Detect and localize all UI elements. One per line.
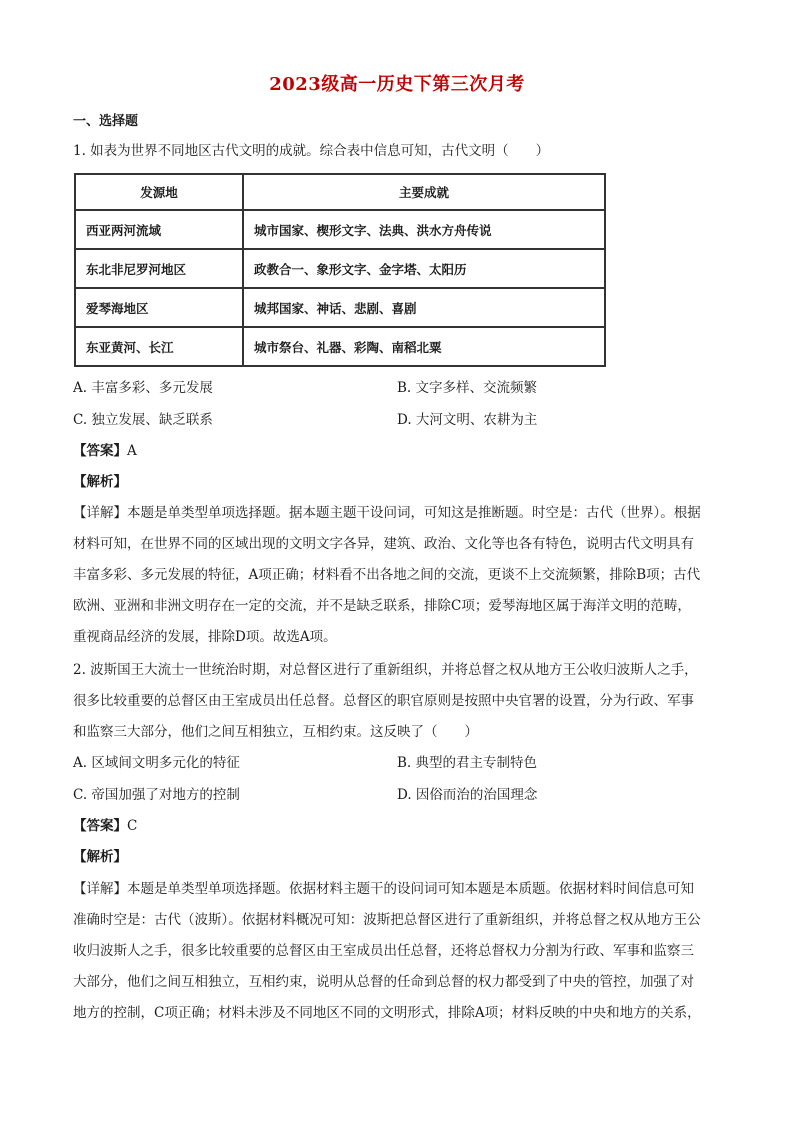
stem-line: 很多比较重要的总督区由王室成员出任总督。总督区的职官原则是按照中央官署的设置，分为行政、军事 — [73, 693, 694, 709]
table-header-achievements: 主要成就 — [243, 174, 605, 210]
table-header-origin: 发源地 — [75, 174, 243, 210]
detail-line: 收归波斯人之手，很多比较重要的总督区由王室成员出任总督，还将总督权力分割为行政、军事和监察三 — [73, 943, 694, 959]
q2-analysis-tag: 【解析】 — [73, 849, 127, 865]
stem-line: 2. 波斯国王大流士一世统治时期，对总督区进行了重新组织，并将总督之权从地方王公收归波斯人之手， — [73, 662, 698, 678]
table-header-row — [75, 174, 605, 210]
q1-option-b: B. 文字多样、交流频繁 — [397, 380, 538, 396]
table-row — [75, 327, 605, 366]
q2-option-d: D. 因俗而治的治国理念 — [397, 787, 538, 803]
q2-stem — [73, 655, 733, 748]
detail-line: 欧洲、亚洲和非洲文明存在一定的交流，并不是缺乏联系，排除C项；爱琴海地区属于海洋文明的范畴， — [73, 598, 691, 614]
q2-detail — [73, 874, 733, 1029]
achievements-table — [74, 173, 606, 367]
answer-tag: 【答案】 — [73, 818, 127, 834]
detail-line: 【详解】本题是单类型单项选择题。据本题主题干设问词，可知这是推断题。时空是：古代（世界）。根据 — [73, 505, 701, 521]
q2-option-c: C. 帝国加强了对地方的控制 — [73, 787, 240, 803]
q1-analysis-tag: 【解析】 — [73, 474, 127, 490]
detail-line: 地方的控制，C项正确；材料未涉及不同地区不同的文明形式，排除A项；材料反映的中央和地方的关系， — [73, 1005, 701, 1021]
q1-stem: 1. 如表为世界不同地区古代文明的成就。综合表中信息可知，古代文明（ ） — [73, 143, 550, 159]
q2-option-a: A. 区域间文明多元化的特征 — [73, 755, 240, 771]
table-row — [75, 210, 605, 249]
detail-line: 材料可知，在世界不同的区域出现的文明文字各异，建筑、政治、文化等也各有特色，说明古代文明具有 — [73, 536, 694, 552]
q1-detail — [73, 498, 733, 653]
q1-option-a: A. 丰富多彩、多元发展 — [73, 380, 213, 396]
q2-answer — [73, 816, 733, 836]
table-cell-origin: 西亚两河流域 — [75, 210, 243, 249]
stem-line: 和监察三大部分，他们之间互相独立，互相约束。这反映了（ ） — [73, 724, 478, 740]
table-row — [75, 249, 605, 288]
detail-line: 丰富多彩、多元发展的特征，A项正确；材料看不出各地之间的交流，更谈不上交流频繁，排除B项；古代 — [73, 567, 701, 583]
detail-line: 准确时空是：古代（波斯）。依据材料概况可知：波斯把总督区进行了重新组织，并将总督之权从地方王公 — [73, 912, 701, 928]
q1-option-d: D. 大河文明、农耕为主 — [397, 412, 538, 428]
table-cell-achievements: 城市祭台、礼器、彩陶、南稻北粟 — [243, 327, 605, 366]
section-heading: 一、选择题 — [73, 114, 139, 129]
answer-tag: 【答案】 — [73, 443, 127, 459]
q1-answer — [73, 441, 733, 461]
detail-line: 大部分，他们之间互相独立，互相约束，说明从总督的任命到总督的权力都受到了中央的管控，加强了对 — [73, 974, 694, 990]
table-cell-origin: 东北非尼罗河地区 — [75, 249, 243, 288]
table-row — [75, 288, 605, 327]
answer-value: A — [127, 443, 137, 459]
detail-line: 重视商品经济的发展，排除D项。故选A项。 — [73, 629, 337, 645]
table-cell-origin: 东亚黄河、长江 — [75, 327, 243, 366]
detail-line: 【详解】本题是单类型单项选择题。依据材料主题干的设问词可知本题是本质题。依据材料时间信息可知 — [73, 881, 694, 897]
table-cell-achievements: 政教合一、象形文字、金字塔、太阳历 — [243, 249, 605, 288]
table-cell-origin: 爱琴海地区 — [75, 288, 243, 327]
q1-option-c: C. 独立发展、缺乏联系 — [73, 412, 213, 428]
table-cell-achievements: 城邦国家、神话、悲剧、喜剧 — [243, 288, 605, 327]
q2-option-b: B. 典型的君主专制特色 — [397, 755, 538, 771]
answer-value: C — [127, 818, 138, 834]
exam-title: 2023级高一历史下第三次月考 — [269, 74, 525, 95]
table-cell-achievements: 城市国家、楔形文字、法典、洪水方舟传说 — [243, 210, 605, 249]
